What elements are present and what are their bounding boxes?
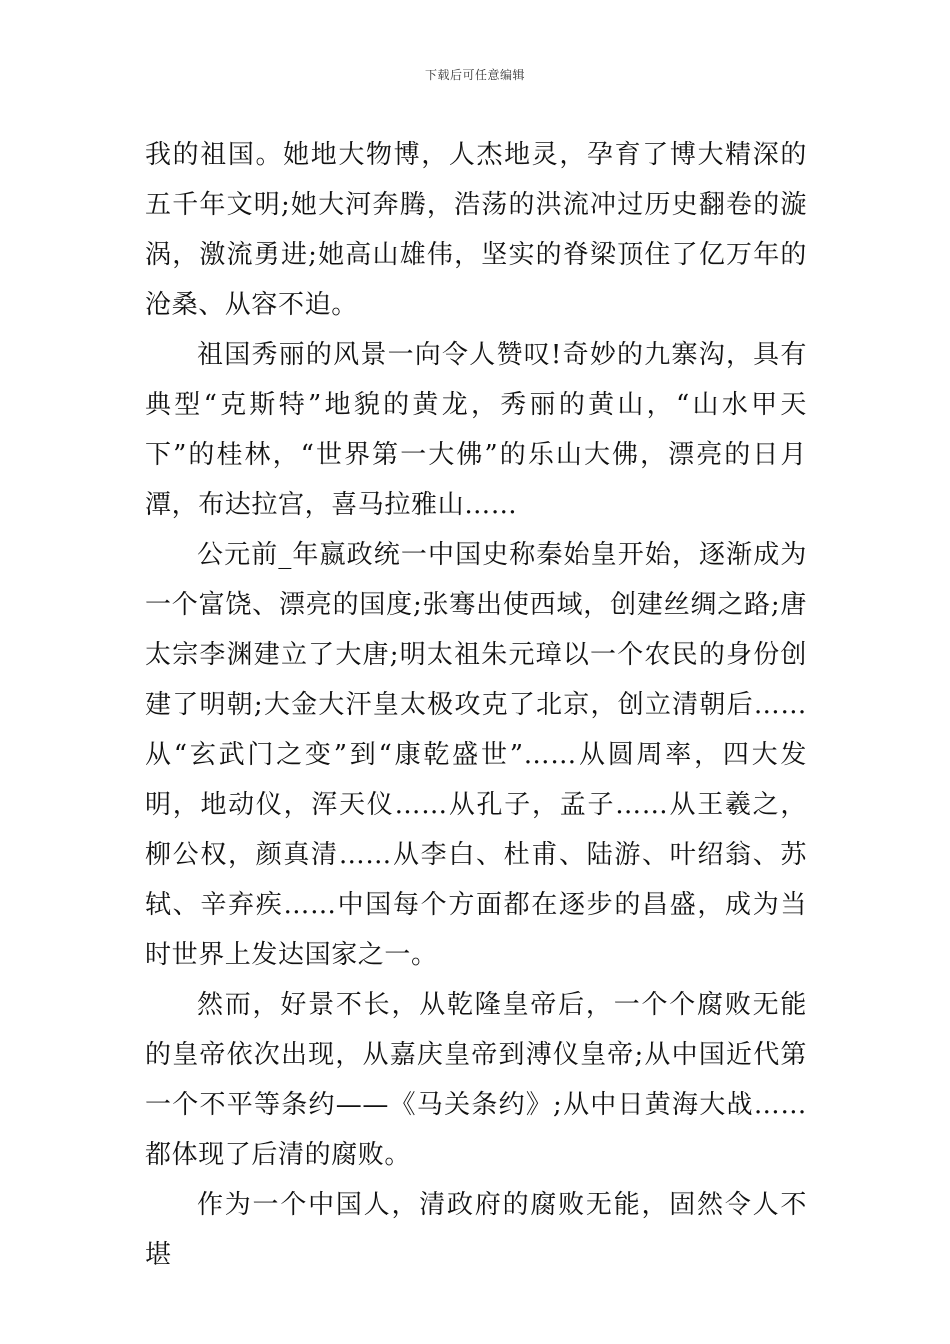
page-header-note: 下载后可任意编辑 [424,68,525,82]
document-body [145,130,807,1280]
paragraph-1: 我的祖国。她地大物博，人杰地灵，孕育了博大精深的五千年文明;她大河奔腾，浩荡的洪流冲过历史翻卷的漩涡，激流勇进;她高山雄伟，坚实的脊梁顶住了亿万年的沧桑、从容不迫。 [145,140,807,320]
paragraph-2: 祖国秀丽的风景一向令人赞叹!奇妙的九寨沟，具有典型“克斯特”地貌的黄龙，秀丽的黄山，“山水甲天下”的桂林，“世界第一大佛”的乐山大佛，漂亮的日月潭，布达拉宫，喜马拉雅山…… [145,340,807,520]
paragraph-5: 作为一个中国人，清政府的腐败无能，固然令人不堪 [145,1190,807,1270]
paragraph-3: 公元前_年嬴政统一中国史称秦始皇开始，逐渐成为一个富饶、漂亮的国度;张骞出使西域，创建丝绸之路;唐太宗李渊建立了大唐;明太祖朱元璋以一个农民的身份创建了明朝;大金大汗皇太极攻克了北京，创立清朝后……从“玄武门之变”到“康乾盛世”……从圆周率，四大发明，地动仪，浑天仪……从孔子，孟子……从王羲之，柳公权，颜真清……从李白、杜甫、陆游、叶绍翁、苏轼、辛弃疾……中国每个方面都在逐步的昌盛，成为当时世界上发达国家之一。 [145,540,807,970]
paragraph-4: 然而，好景不长，从乾隆皇帝后，一个个腐败无能的皇帝依次出现，从嘉庆皇帝到溥仪皇帝;从中国近代第一个不平等条约——《马关条约》;从中日黄海大战……都体现了后清的腐败。 [145,990,807,1170]
